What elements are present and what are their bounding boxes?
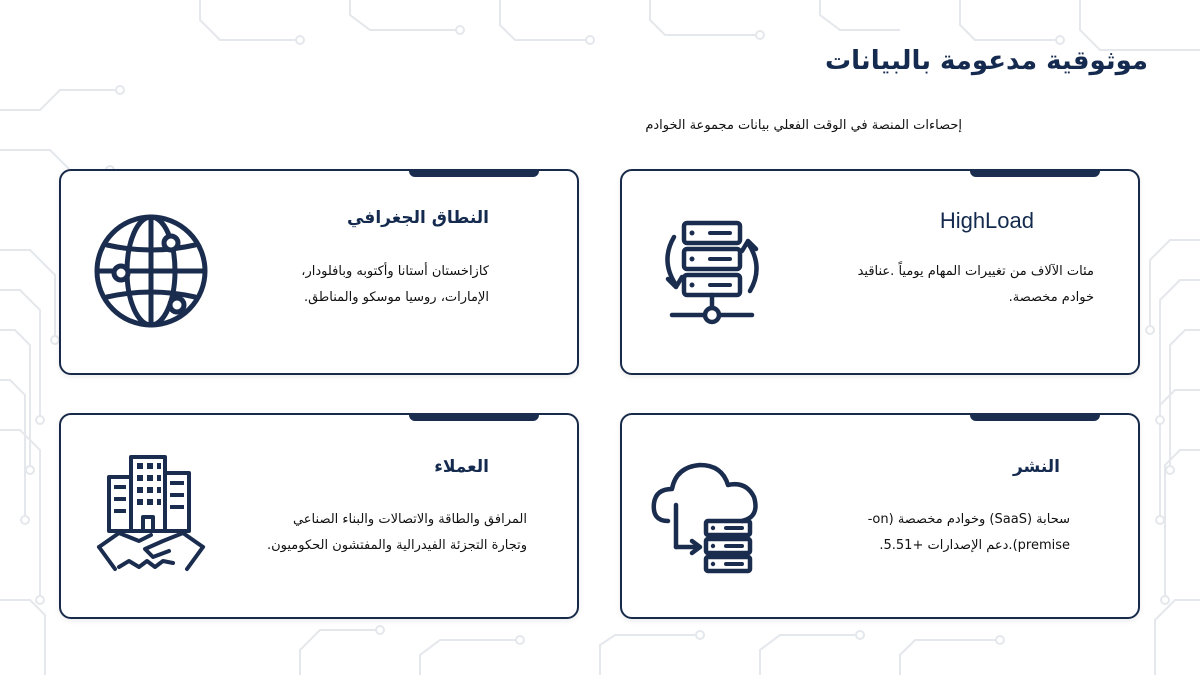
- card-description-line: premise).دعم الإصدارات +5.51.: [879, 538, 1070, 553]
- server-sync-icon: [650, 209, 774, 333]
- card-title: النطاق الجغرافي: [346, 208, 489, 228]
- card-description: [227, 507, 527, 559]
- card-clients: [59, 413, 579, 619]
- card-deployment: [620, 413, 1140, 619]
- card-tab-accent: [409, 413, 539, 421]
- card-description-line: المرافق والطاقة والاتصالات والبناء الصناعي: [292, 512, 527, 527]
- cloud-server-icon: [646, 451, 770, 575]
- card-tab-accent: [970, 169, 1100, 177]
- card-description: [810, 507, 1070, 559]
- card-description: [263, 259, 489, 311]
- page-subtitle: إحصاءات المنصة في الوقت الفعلي بيانات مجموعة الخوادم: [645, 118, 962, 133]
- card-description-line: سحابة (SaaS) وخوادم مخصصة (on-: [867, 512, 1070, 527]
- card-description-line: وتجارة التجزئة الفيدرالية والمفتشون الحكوميون.: [266, 538, 527, 553]
- buildings-handshake-icon: [89, 451, 213, 575]
- card-tab-accent: [409, 169, 539, 177]
- globe-network-icon: [89, 209, 213, 333]
- card-highload: [620, 169, 1140, 375]
- card-description-line: مئات الآلاف من تغييرات المهام يومياً .عناقيد: [857, 264, 1094, 279]
- card-tab-accent: [970, 413, 1100, 421]
- page-title: موثوقية مدعومة بالبيانات: [825, 46, 1148, 76]
- card-title: HighLoad: [939, 208, 1034, 233]
- card-geographic-scope: [59, 169, 579, 375]
- card-description-line: خوادم مخصصة.: [1008, 290, 1094, 305]
- card-description-line: الإمارات، روسيا موسكو والمناطق.: [303, 290, 489, 305]
- card-description-line: كازاخستان أستانا وأكتوبه وبافلودار،: [301, 264, 489, 279]
- card-title: العملاء: [434, 457, 489, 477]
- card-title: النشر: [1012, 457, 1060, 477]
- card-description: [824, 259, 1094, 311]
